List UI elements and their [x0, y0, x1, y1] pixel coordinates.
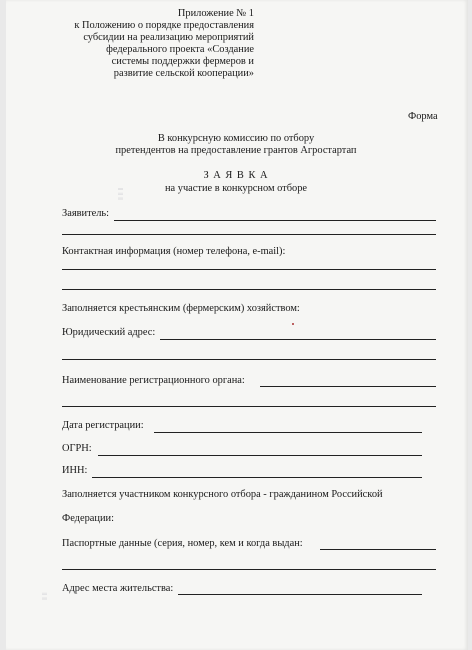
- legal-address-line-2[interactable]: [62, 359, 436, 360]
- ogrn-label: ОГРН:: [62, 443, 92, 454]
- contact-label: Контактная информация (номер телефона, e-mail):: [62, 246, 286, 257]
- passport-underline[interactable]: [320, 549, 436, 550]
- ink-speck: [292, 323, 294, 325]
- registration-date-underline[interactable]: [154, 432, 422, 433]
- applicant-underline[interactable]: [114, 220, 436, 221]
- addressee-line-1: В конкурсную комиссию по отбору: [157, 133, 315, 144]
- appendix-line: субсидии на реализацию мероприятий: [83, 32, 254, 43]
- passport-line-2[interactable]: [62, 569, 436, 570]
- document-page: [6, 0, 468, 650]
- inn-underline[interactable]: [92, 477, 422, 478]
- registration-authority-line-2[interactable]: [62, 406, 436, 407]
- bleed-through-mark: ‖ ‖: [42, 592, 49, 600]
- appendix-line: системы поддержки фермеров и: [111, 56, 254, 67]
- farm-section-label: Заполняется крестьянским (фермерским) хозяйством:: [62, 303, 300, 314]
- ogrn-underline[interactable]: [98, 455, 422, 456]
- appendix-line: к Положению о порядке предоставления: [74, 20, 254, 31]
- appendix-line: развитие сельской кооперации»: [113, 68, 254, 79]
- form-label: Форма: [408, 111, 438, 122]
- inn-label: ИНН:: [62, 465, 88, 476]
- applicant-line-2[interactable]: [62, 234, 436, 235]
- residence-address-label: Адрес места жительства:: [62, 583, 174, 594]
- passport-label: Паспортные данные (серия, номер, кем и когда выдан:: [62, 538, 303, 549]
- residence-address-underline[interactable]: [178, 594, 422, 595]
- appendix-title: Приложение № 1: [177, 8, 254, 19]
- document-title: З А Я В К А: [203, 170, 269, 181]
- registration-authority-label: Наименование регистрационного органа:: [62, 375, 245, 386]
- legal-address-underline[interactable]: [160, 339, 436, 340]
- registration-authority-underline[interactable]: [260, 386, 436, 387]
- citizen-section-label-cont: Федерации:: [62, 513, 114, 524]
- registration-date-label: Дата регистрации:: [62, 420, 144, 431]
- citizen-section-label: Заполняется участником конкурсного отбора - гражданином Российской: [62, 489, 383, 500]
- document-subtitle: на участие в конкурсном отборе: [164, 183, 308, 194]
- addressee-line-2: претендентов на предоставление грантов Агростартап: [115, 145, 357, 156]
- contact-line-2[interactable]: [62, 289, 436, 290]
- bleed-through-mark: ‖ ‖ ‖: [118, 187, 125, 200]
- contact-line-1[interactable]: [62, 269, 436, 270]
- applicant-label: Заявитель:: [62, 208, 110, 219]
- appendix-line: федерального проекта «Создание: [106, 44, 254, 55]
- legal-address-label: Юридический адрес:: [62, 327, 156, 338]
